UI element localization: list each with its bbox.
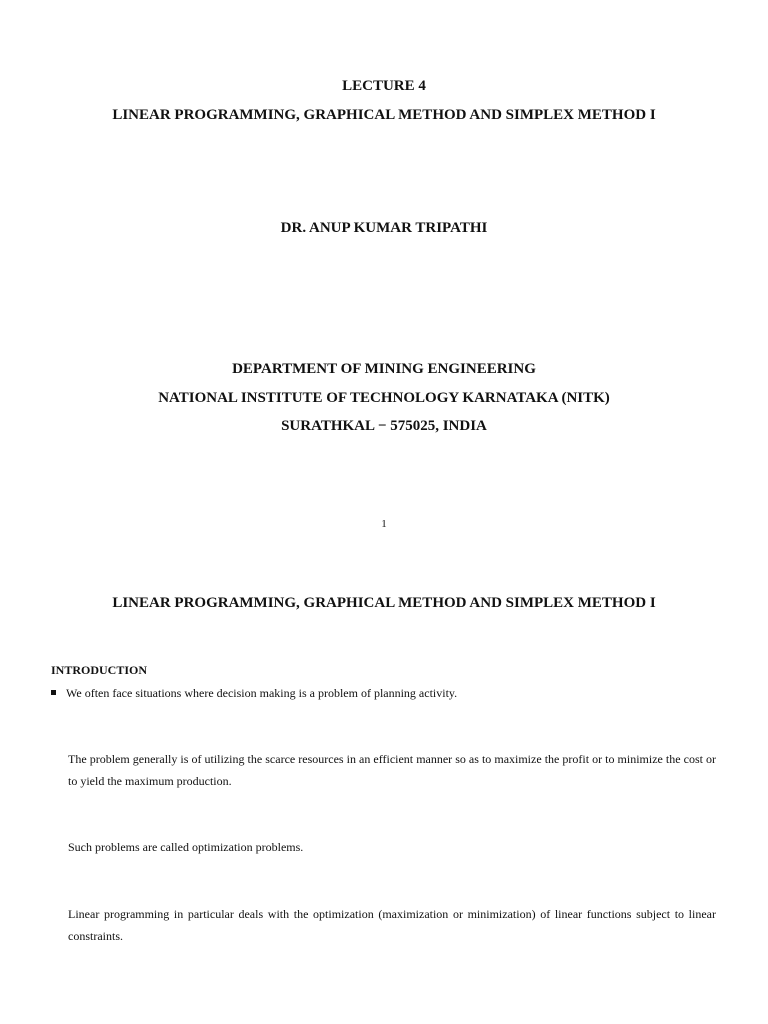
paragraph-optimization: Such problems are called optimization problems. (68, 840, 304, 854)
bullet-text: We often face situations where decision making is a problem of planning activity. (66, 686, 458, 700)
section-title: LINEAR PROGRAMMING, GRAPHICAL METHOD AND SIMPLEX METHOD I (112, 595, 656, 611)
page-number: 1 (381, 518, 387, 530)
author-name: DR. ANUP KUMAR TRIPATHI (280, 220, 488, 236)
paragraph-linear-programming: Linear programming in particular deals with the optimization (maximization or minimization) of linear functions subject to linear constraints. (68, 907, 716, 943)
institute-name: NATIONAL INSTITUTE OF TECHNOLOGY KARNATAKA (NITK) (158, 390, 610, 406)
introduction-heading: INTRODUCTION (51, 663, 148, 677)
location-line: SURATHKAL − 575025, INDIA (281, 418, 487, 434)
paragraph-resources: The problem generally is of utilizing the scarce resources in an efficient manner so as to maximize the profit or to minimize the cost or to yield the maximum production. (68, 752, 716, 788)
bullet-item (51, 685, 721, 701)
cover-title: LINEAR PROGRAMMING, GRAPHICAL METHOD AND SIMPLEX METHOD I (112, 107, 656, 123)
lecture-label: LECTURE 4 (342, 78, 426, 94)
department-name: DEPARTMENT OF MINING ENGINEERING (232, 361, 536, 377)
square-bullet-icon (51, 690, 56, 695)
